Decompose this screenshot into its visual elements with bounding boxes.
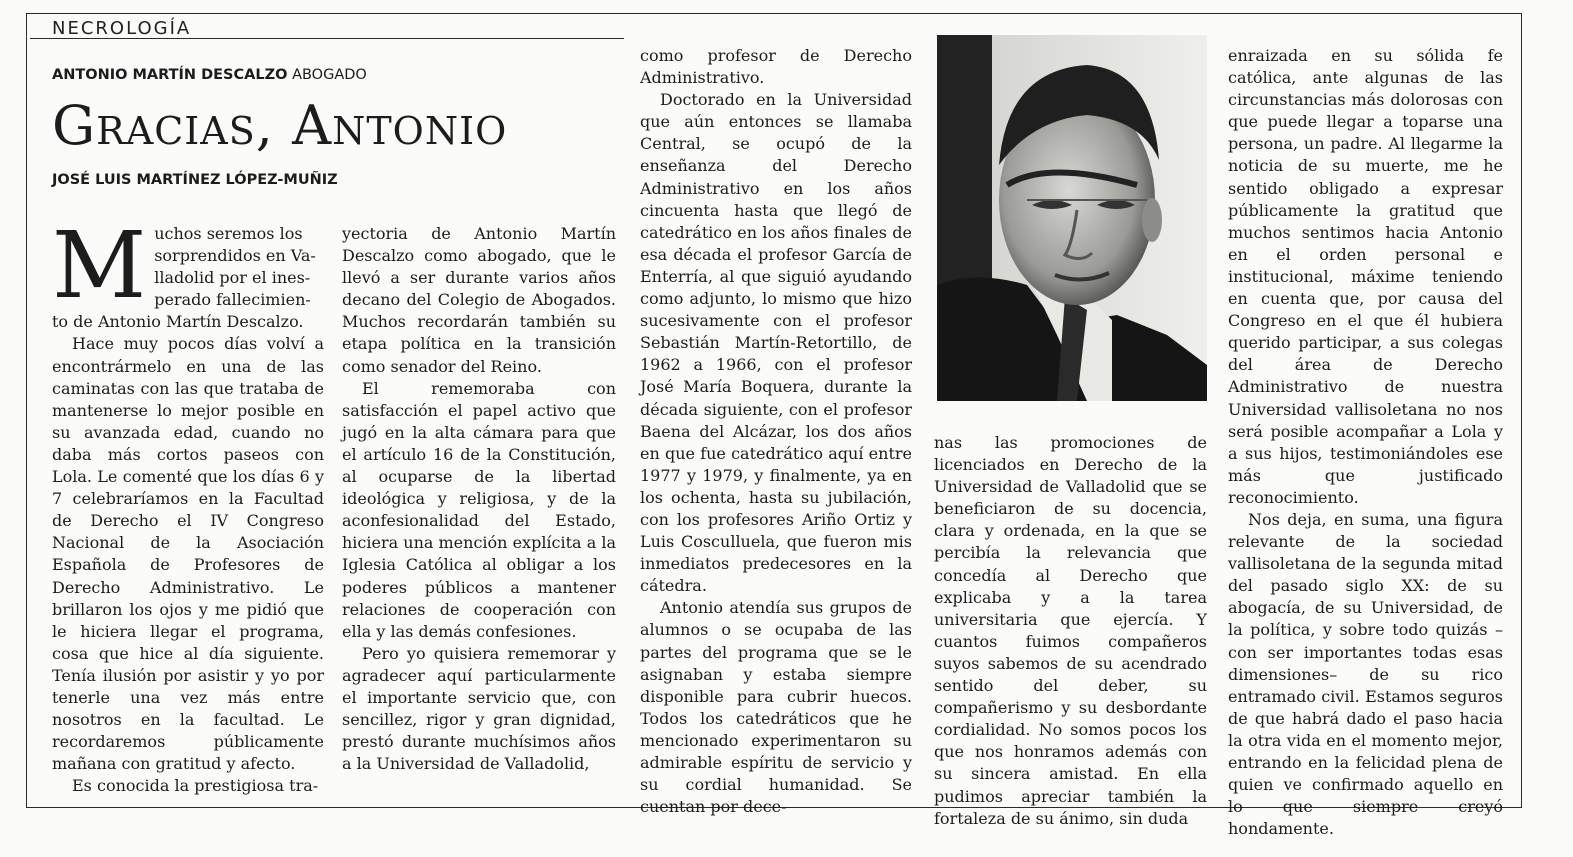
- column-5: [1228, 45, 1503, 840]
- paragraph: Antonio atendía sus grupos de alumnos o se ocupaba de las partes del programa que se le asignaban y estaba siempre disponible para cubrir huecos. Todos los catedráticos que he mencionado experimentaron su admirable espíritu de servicio y su cordial humanidad. Se cuentan por dece-: [640, 598, 912, 817]
- paragraph: Es conocida la prestigiosa tra-: [72, 776, 319, 796]
- column-2: [342, 223, 616, 775]
- drop-cap: M: [52, 212, 147, 319]
- portrait-icon: [937, 35, 1207, 401]
- portrait-photo: [937, 35, 1207, 401]
- section-label: NECROLOGÍA: [52, 18, 192, 39]
- paragraph: Doctorado en la Universidad que aún entonces se llamaba Central, se ocupó de la enseñanza del Derecho Administrativo en los años cincuenta hasta que llegó de catedrático en los años finales de esa década el profesor García de Enterría, al que siguió ayudando como adjunto, lo mismo que hizo sucesivamente con el profesor Sebastián Martín-Retortillo, de 1962 a 1966, con el profesor José María Boquera, durante la década siguiente, con el profesor Baena del Alcázar, los dos años en que fue catedrático aquí entre 1977 y 1979, y finalmente, ya en los ochenta, hasta su jubilación, con los profesores Ariño Ortiz y Luis Cosculluela, que fueron mis inmediatos predecesores en la cátedra.: [640, 90, 912, 596]
- paragraph: Pero yo quisiera rememorar y agradecer aquí particularmente el importante servicio que, con sencillez, rigor y gran dignidad, prestó durante muchísimos años a la Universidad de Valladolid,: [342, 643, 616, 774]
- paragraph: yectoria de Antonio Martín Descalzo como abogado, que le llevó a ser durante varios años decano del Colegio de Abogados. Muchos recordarán también su etapa política en la transición como senador del Reino.: [342, 224, 616, 376]
- headline: Gracias, Antonio: [52, 94, 508, 157]
- kicker-name: ANTONIO MARTÍN DESCALZO: [52, 67, 288, 83]
- paragraph: nas las promociones de licenciados en Derecho de la Universidad de Valladolid que se beneficiaron de su docencia, clara y ordenada, en la que se percibía la relevancia que concedía al Derecho que explicaba y a la tarea universitaria que ejercía. Y cuantos fuimos compañeros suyos sabemos de su acendrado sentido del deber, su compañerismo y su desbordante cordialidad. No somos pocos los que nos honramos además con su sincera amistad. En ella pudimos apreciar también la fortaleza de su ánimo, sin duda: [934, 433, 1207, 828]
- paragraph: Nos deja, en suma, una figura relevante de la sociedad vallisoletana de la segunda mitad del pasado siglo XX: de su abogacía, de su Universidad, de la política, y sobre todo quizás –con ser importantes todas esas dimensiones– de su rico entramado civil. Estamos seguros de que habrá dado el paso hacia la otra vida en el momento mejor, entrando en la felicidad plena de quien ve confirmado aquello en lo que siempre creyó hondamente.: [1228, 509, 1503, 839]
- paragraph: uchos seremos los sorprendidos en Va- lladolid por el ines- perado fallecimien- to de Antonio Martín Descalzo.: [52, 224, 316, 332]
- byline: JOSÉ LUIS MARTÍNEZ LÓPEZ-MUÑIZ: [52, 172, 338, 188]
- column-3: [640, 45, 912, 818]
- kicker: [52, 67, 367, 83]
- paragraph: enraizada en su sólida fe católica, ante algunas de las circunstancias más dolorosas con que puede llegar a toparse una persona, un padre. Al llegarme la noticia de su muerte, me he sentido obligado a expresar públicamente la gratitud que muchos sentimos hacia Antonio en el orden personal e institucional, máxime teniendo en cuenta que, por causa del Congreso en el que él hubiera querido participar, a sus colegas del área de Derecho Administrativo de nuestra Universidad vallisoletana no nos será posible acompañar a Lola y a sus hijos, testimoniándoles ese más que justificado reconocimiento.: [1228, 46, 1503, 507]
- kicker-role: ABOGADO: [292, 67, 367, 83]
- paragraph: El rememoraba con satisfacción el papel activo que jugó en la alta cámara para que el artículo 16 de la Constitución, al ocuparse de la libertad ideológica y religiosa, y de la aconfesionalidad del Estado, hiciera una mención explícita a la Iglesia Católica al obligar a los poderes públicos a mantener relaciones de cooperación con ella y las demás confesiones.: [342, 378, 616, 641]
- column-4: [934, 432, 1207, 830]
- column-1: [52, 212, 324, 797]
- paragraph: como profesor de Derecho Administrativo.: [640, 46, 912, 88]
- paragraph: Hace muy pocos días volví a encontrármelo en una de las caminatas con las que trataba de mantenerse lo mejor posible en su avanzada edad, cuando no daba más cortos paseos con Lola. Le comenté que los días 6 y 7 celebraríamos en la Facultad de Derecho el IV Congreso Nacional de la Asociación Española de Profesores de Derecho Administrativo. Le brillaron los ojos y me pidió que le hiciera llegar el programa, cosa que hice al día siguiente. Tenía ilusión por asistir y yo por tenerle una vez más entre nosotros en la facultad. Le recordaremos públicamente mañana con gratitud y afecto.: [52, 334, 324, 774]
